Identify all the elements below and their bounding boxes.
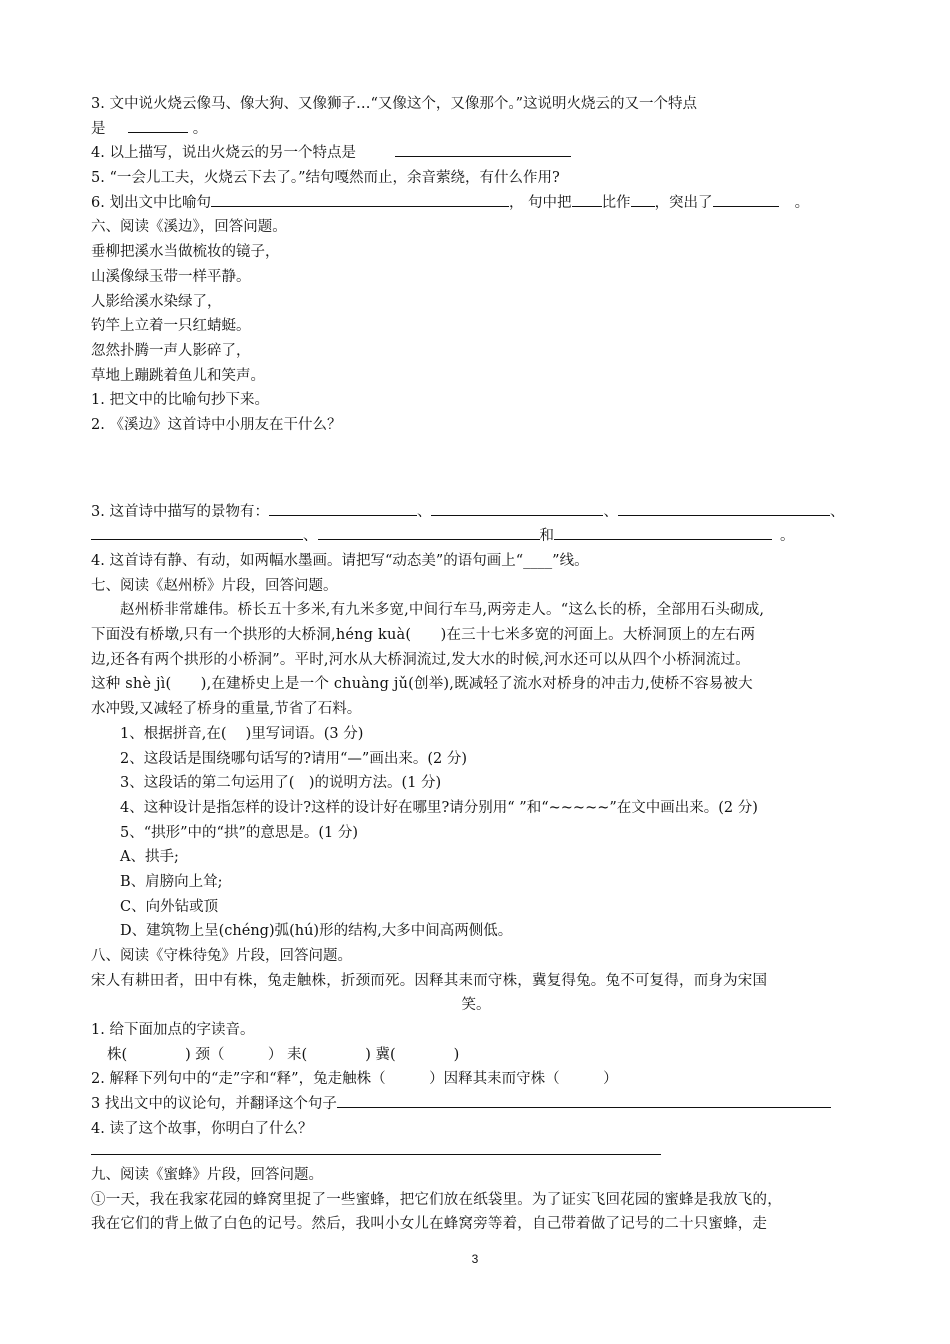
option-d: D、建筑物上呈(chéng)弧(hú)形的结构,大多中间高两侧低。: [120, 923, 513, 940]
answer-blank[interactable]: [395, 142, 571, 157]
answer-blank[interactable]: [431, 501, 603, 516]
question-text: 6. 划出文中比喻句 ， 句中把 比作 ，突出了 。: [91, 191, 861, 216]
answer-blank[interactable]: [269, 501, 417, 516]
question-text: 3. 这首诗中描写的景物有： 、 、 、: [91, 500, 861, 525]
page-number: 3: [471, 1252, 479, 1266]
poem-line: 草地上蹦跳着鱼儿和笑声。: [91, 367, 265, 384]
question-text: 4. 这首诗有静、有动，如两幅水墨画。请把写“动态美”的语句画上“____”线。: [91, 553, 589, 569]
poem-line: 钓竿上立着一只红蜻蜓。: [91, 318, 251, 335]
passage-line: 下面没有桥墩,只有一个拱形的大桥洞,héng kuà( )在三十七米多宽的河面上。大桥洞顶上的左右两: [91, 627, 756, 644]
passage-line: 赵州桥非常雄伟。桥长五十多米,有九米多宽,中间行车马,两旁走人。“这么长的桥，全部用石头砌成,: [120, 602, 765, 619]
question-text: 2. 《溪边》这首诗中小朋友在干什么？: [91, 416, 342, 433]
answer-blank[interactable]: [128, 118, 188, 133]
option-c: C、向外钻或顶: [120, 898, 219, 915]
question-text: 4. 以上描写，说出火烧云的另一个特点是: [91, 141, 861, 166]
question-text: 5、“拱形”中的“拱”的意思是。(1 分): [120, 824, 359, 841]
answer-blank[interactable]: [554, 525, 772, 540]
passage-line: 我在它们的背上做了白色的记号。然后，我叫小女儿在蜂窝旁等着，自己带着做了记号的二十只蜜蜂，走: [91, 1216, 768, 1233]
question-text: 4、这种设计是指怎样的设计?这样的设计好在哪里?请分别用“ ”和“~~~~~”在文中画出来。(2 分): [120, 799, 758, 816]
question-text: 1、根据拼音,在( )里写词语。(3 分): [120, 725, 364, 742]
poem-line: 山溪像绿玉带一样平静。: [91, 268, 251, 285]
passage-line: 这种 shè jì( ),在建桥史上是一个 chuàng jǔ(创举),既减轻了流水对桥身的冲击力,使桥不容易被大: [91, 676, 753, 693]
question-text: 2. 解释下列句中的“走”字和“释”，兔走触株（ ）因释其耒而守株（ ）: [91, 1071, 618, 1088]
answer-blank[interactable]: [713, 192, 779, 207]
passage-line: ①一天，我在我家花园的蜂窝里捉了一些蜜蜂，把它们放在纸袋里。为了证实飞回花园的蜜蜂是我放飞的，: [91, 1191, 782, 1208]
answer-rule[interactable]: [91, 1154, 661, 1156]
passage-line: 边,还各有两个拱形的小桥洞”。平时,河水从大桥洞流过,发大水的时候,河水还可以从四个小桥洞流过。: [91, 651, 750, 668]
section-heading: 六、阅读《溪边》，回答问题。: [91, 219, 287, 236]
answer-blank[interactable]: [318, 525, 540, 540]
poem-line: 人影给溪水染绿了，: [91, 293, 222, 310]
answer-line-row: 、 和 。: [91, 524, 861, 549]
answer-blank[interactable]: [211, 192, 509, 207]
passage-line: 笑。: [461, 997, 491, 1014]
poem-line: 忽然扑腾一声人影碎了，: [91, 342, 251, 359]
answer-blank[interactable]: [618, 501, 830, 516]
option-a: A、拱手;: [120, 849, 179, 866]
section-heading: 九、阅读《蜜蜂》片段，回答问题。: [91, 1167, 323, 1183]
question-text: 3、这段话的第二句运用了( )的说明方法。(1 分): [120, 775, 442, 792]
answer-blank[interactable]: [631, 192, 655, 207]
option-b: B、肩膀向上耸;: [120, 873, 223, 890]
worksheet-page: [91, 92, 861, 1237]
answer-line-row: 是 。: [91, 117, 861, 142]
question-text: 5. “一会儿工夫，火烧云下去了。”结句嘎然而止，余音萦绕，有什么作用?: [91, 170, 560, 187]
answer-blank[interactable]: [91, 525, 303, 540]
passage-line: 水冲毁,又减轻了桥身的重量,节省了石料。: [91, 701, 362, 718]
answer-blank[interactable]: [337, 1093, 831, 1108]
answer-blank[interactable]: [572, 192, 602, 207]
question-text: 株( ) 颈（ ） 耒( ) 冀( ): [107, 1046, 460, 1063]
question-text: 2、这段话是围绕哪句话写的?请用“—”画出来。(2 分): [120, 750, 467, 767]
question-text: 1. 把文中的比喻句抄下来。: [91, 392, 269, 409]
section-heading: 八、阅读《守株待兔》片段，回答问题。: [91, 948, 352, 964]
question-text: 3. 文中说火烧云像马、像大狗、又像狮子…“又像这个，又像那个。”这说明火烧云的又一个特点: [91, 96, 698, 112]
question-text: 4. 读了这个故事，你明白了什么？: [91, 1120, 313, 1137]
question-text: 1. 给下面加点的字读音。: [91, 1022, 255, 1039]
section-heading: 七、阅读《赵州桥》片段，回答问题。: [91, 577, 338, 594]
passage-line: 宋人有耕田者，田中有株，兔走触株，折颈而死。因释其耒而守株，冀复得兔。兔不可复得，而身为宋国: [91, 972, 768, 989]
question-text: 3 找出文中的议论句，并翻译这个句子: [91, 1092, 861, 1117]
poem-line: 垂柳把溪水当做梳妆的镜子，: [91, 244, 280, 261]
